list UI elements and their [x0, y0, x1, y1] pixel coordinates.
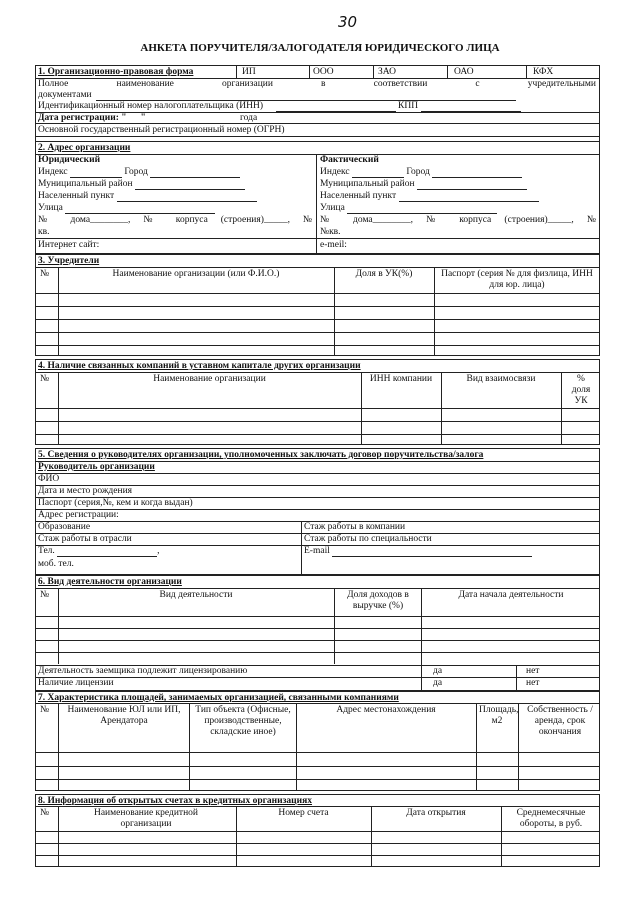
legal-index-row	[38, 167, 240, 178]
s8-col-date: Дата открытия	[406, 808, 466, 818]
s7-col-num: №	[40, 705, 50, 715]
s3-col-share: Доля в УК(%)	[355, 269, 413, 279]
website-label: Интернет сайт:	[38, 240, 100, 250]
tel-field[interactable]	[57, 547, 157, 557]
section-3-header: 3. Учредители	[38, 256, 100, 266]
actual-house-row: № дома________, № корпуса (строения)_____, №	[320, 215, 596, 225]
section-6-header: 6. Вид деятельности организации	[38, 577, 182, 587]
actual-settlement-label: Населенный пункт	[320, 191, 397, 201]
license-have-yes[interactable]: да	[433, 678, 443, 688]
legal-city-field[interactable]	[150, 168, 240, 178]
actual-kv-label: №кв.	[320, 227, 341, 237]
legal-settlement-row	[38, 191, 257, 202]
s7-row[interactable]	[36, 779, 599, 780]
section-3-founders	[35, 254, 600, 356]
tel-label: Тел.	[38, 546, 55, 556]
form-option-zao[interactable]: ЗАО	[378, 67, 397, 77]
passport-label: Паспорт (серия,№, кем и когда выдан)	[38, 498, 193, 508]
kpp-field[interactable]	[421, 102, 521, 112]
s8-row[interactable]	[36, 843, 599, 844]
reg-date-quote: "	[140, 113, 146, 123]
actual-street-row	[320, 203, 497, 214]
s8-col-bank: Наименование кредитной организации	[93, 808, 198, 829]
s6-col-start: Дата начала деятельности	[458, 590, 564, 600]
exp-company-label: Стаж работы в компании	[304, 522, 406, 532]
s8-col-account: Номер счета	[278, 808, 329, 818]
form-option-kfh[interactable]: КФХ	[533, 67, 554, 77]
section-5-managers	[35, 448, 600, 575]
actual-settlement-row	[320, 191, 539, 202]
s3-row[interactable]	[36, 332, 599, 333]
s6-row[interactable]	[36, 628, 599, 629]
section-2-address	[35, 141, 600, 254]
tel-row: Тел. ,	[38, 546, 160, 556]
inn-label: Идентификационный номер налогоплательщика (ИНН)	[38, 101, 263, 111]
actual-city-label: Город	[406, 167, 430, 177]
license-have-no[interactable]: нет	[526, 678, 540, 688]
address-label: Адрес регистрации:	[38, 510, 119, 520]
section-7-header: 7. Характеристика площадей, занимаемых организацией, связанными компаниями	[38, 693, 399, 703]
actual-street-label: Улица	[320, 203, 345, 213]
s7-col-name: Наименование ЮЛ или ИП, Арендатора	[67, 705, 181, 726]
s4-col-relation: Вид взаимосвязи	[466, 374, 536, 384]
legal-address-header: Юридический	[38, 155, 101, 165]
mob-label: моб. тел.	[38, 559, 74, 569]
legal-district-row	[38, 179, 245, 190]
ogrn-label: Основной государственный регистрационный номер (ОГРН)	[38, 125, 285, 135]
s3-row[interactable]	[36, 319, 599, 320]
legal-kv-label: кв.	[38, 227, 50, 237]
fio-label: ФИО	[38, 474, 60, 484]
full-name-label-2: документами	[38, 90, 92, 100]
full-name-field[interactable]	[96, 91, 516, 101]
inn-field[interactable]	[276, 102, 396, 112]
s4-col-num: №	[40, 374, 50, 384]
actual-district-field[interactable]	[417, 180, 527, 190]
actual-settlement-field[interactable]	[399, 192, 539, 202]
exp-industry-label: Стаж работы в отрасли	[38, 534, 132, 544]
full-name-label: Полное наименование организации в соответствии с учредительными	[38, 79, 596, 89]
section-2-header: 2. Адрес организации	[38, 143, 131, 153]
reg-date-prefix: Дата регистрации: "	[38, 113, 127, 123]
reg-year-label: года	[240, 113, 258, 123]
s6-row[interactable]	[36, 640, 599, 641]
legal-district-field[interactable]	[135, 180, 245, 190]
section-5-header: 5. Сведения о руководителях организации, уполномоченных заключать договор поручительства/залога	[38, 450, 484, 460]
s5-manager-subheader: Руководитель организации	[38, 462, 155, 472]
s6-col-num: №	[40, 590, 50, 600]
s4-row[interactable]	[36, 421, 599, 422]
s3-col-name: Наименование организации (или Ф.И.О.)	[112, 269, 280, 279]
legal-street-label: Улица	[38, 203, 63, 213]
legal-settlement-label: Населенный пункт	[38, 191, 115, 201]
s7-col-address: Адрес местонахождения	[336, 705, 436, 715]
s3-col-passport: Паспорт (серия № для физлица, ИНН для юр. лица)	[441, 269, 593, 290]
section-4-related	[35, 359, 600, 445]
legal-house-row: № дома________, № корпуса (строения)_____, №	[38, 215, 312, 225]
legal-street-row	[38, 203, 215, 214]
s3-row[interactable]	[36, 306, 599, 307]
s7-row[interactable]	[36, 766, 599, 767]
kpp-label: КПП	[398, 101, 419, 111]
s6-col-share: Доля доходов в выручке (%)	[347, 590, 409, 611]
section-7-premises	[35, 691, 600, 791]
license-required-yes[interactable]: да	[433, 666, 443, 676]
form-option-ooo[interactable]: ООО	[313, 67, 334, 77]
s6-row[interactable]	[36, 652, 599, 653]
license-required-label: Деятельность заемщика подлежит лицензированию	[38, 666, 248, 676]
license-required-no[interactable]: нет	[526, 666, 540, 676]
actual-index-field[interactable]	[352, 168, 404, 178]
license-have-label: Наличие лицензии	[38, 678, 114, 688]
manager-email-field[interactable]	[332, 547, 532, 557]
legal-index-field[interactable]	[70, 168, 122, 178]
actual-city-field[interactable]	[432, 168, 522, 178]
s4-col-name: Наименование организации	[153, 374, 266, 384]
actual-district-row	[320, 179, 527, 190]
exp-specialty-label: Стаж работы по специальности	[304, 534, 432, 544]
page-number: 30	[338, 13, 358, 31]
page-title: АНКЕТА ПОРУЧИТЕЛЯ/ЗАЛОГОДАТЕЛЯ ЮРИДИЧЕСКОГО ЛИЦА	[140, 42, 500, 54]
section-6-activity	[35, 575, 600, 691]
email-row	[304, 546, 532, 557]
s8-row[interactable]	[36, 855, 599, 856]
s8-col-num: №	[40, 808, 50, 818]
actual-index-label: Индекс	[320, 167, 350, 177]
s4-row[interactable]	[36, 434, 599, 435]
education-label: Образование	[38, 522, 91, 532]
section-8-header: 8. Информация об открытых счетах в кредитных организациях	[38, 796, 313, 806]
birth-label: Дата и место рождения	[38, 486, 133, 496]
s7-col-type: Тип объекта (Офисные, производственные, складские иное)	[195, 705, 291, 737]
s3-col-num: №	[40, 269, 50, 279]
legal-index-label: Индекс	[38, 167, 68, 177]
s4-col-share: % доля УК	[571, 374, 591, 406]
actual-index-row	[320, 167, 522, 178]
actual-district-label: Муниципальный район	[320, 179, 415, 189]
s7-col-area: Площадь, м2	[479, 705, 519, 726]
actual-street-field[interactable]	[347, 204, 497, 214]
section-1-header: 1. Организационно-правовая форма	[38, 67, 194, 77]
email-label: e-meil:	[320, 240, 347, 250]
legal-street-field[interactable]	[65, 204, 215, 214]
section-4-header: 4. Наличие связанных компаний в уставном капитале других организации	[38, 361, 361, 371]
s8-col-turnover: Среднемесячные обороты, в руб.	[516, 808, 586, 829]
section-1-org-form	[35, 65, 600, 142]
legal-settlement-field[interactable]	[117, 192, 257, 202]
s7-col-ownership: Собственность /аренда, срок окончания	[527, 705, 593, 737]
s3-row[interactable]	[36, 345, 599, 346]
manager-email-label: E-mail	[304, 546, 330, 556]
section-8-accounts	[35, 794, 600, 867]
actual-address-header: Фактический	[320, 155, 379, 165]
form-option-oao[interactable]: ОАО	[454, 67, 474, 77]
s4-col-inn: ИНН компании	[369, 374, 433, 384]
s6-col-activity: Вид деятельности	[159, 590, 233, 600]
legal-city-label: Город	[124, 167, 148, 177]
legal-district-label: Муниципальный район	[38, 179, 133, 189]
form-option-ip[interactable]: ИП	[242, 67, 256, 77]
